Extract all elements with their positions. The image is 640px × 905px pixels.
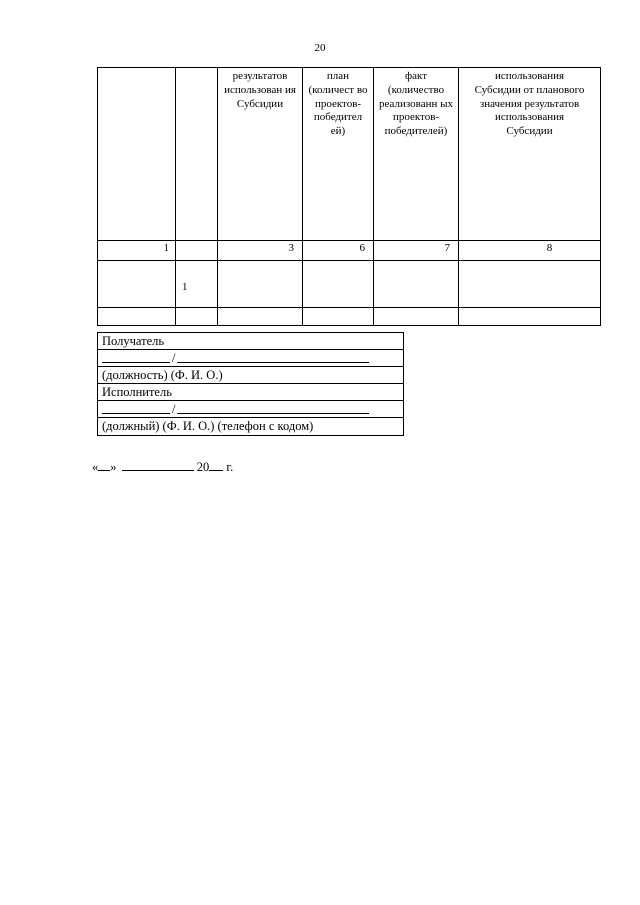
recipient-label: Получатель (98, 333, 403, 350)
table-header-row (98, 68, 601, 241)
header-cell: план (количест во проектов-победител ей) (303, 68, 374, 241)
column-number (176, 241, 218, 261)
table-cell (218, 261, 303, 308)
signature-block (97, 332, 404, 436)
executor-label: Исполнитель (98, 384, 403, 401)
date-line (92, 460, 233, 475)
header-cell: факт (количество реализованн ых проектов-победителей) (374, 68, 459, 241)
recipient-signature-line[interactable] (98, 350, 403, 367)
position-blank (102, 412, 170, 414)
column-number-row (98, 241, 601, 261)
slash: / (172, 401, 176, 416)
header-cell (176, 68, 218, 241)
table-cell (98, 308, 176, 326)
day-blank[interactable] (98, 469, 110, 471)
column-number: 6 (303, 241, 374, 261)
column-number: 1 (98, 241, 176, 261)
slash: / (172, 350, 176, 365)
executor-captions: (должный) (Ф. И. О.) (телефон с кодом) (102, 419, 314, 434)
recipient-captions: (должность) (Ф. И. О.) (98, 367, 403, 384)
column-number: 3 (218, 241, 303, 261)
name-blank (177, 412, 369, 414)
table-cell (459, 261, 601, 308)
table-cell (459, 308, 601, 326)
quote-open: « (92, 460, 99, 474)
header-cell: использования Субсидии от планового значения результатов использования Субсидии (459, 68, 601, 241)
table-cell (98, 261, 176, 308)
table-cell (303, 308, 374, 326)
table-cell (374, 261, 459, 308)
table-cell (218, 308, 303, 326)
table-cell (176, 308, 218, 326)
header-cell (98, 68, 176, 241)
table-cell (303, 261, 374, 308)
table-cell (374, 308, 459, 326)
year-blank[interactable] (209, 469, 223, 471)
executor-signature-line[interactable] (98, 401, 403, 418)
month-blank[interactable] (122, 469, 194, 471)
position-blank (102, 361, 170, 363)
quote-close: » (110, 460, 117, 474)
page-number: 20 (314, 42, 326, 54)
table-cell: 1 (176, 261, 218, 308)
header-cell: результатов использован ия Субсидии (218, 68, 303, 241)
column-number: 8 (459, 241, 601, 261)
year-prefix: 20 (196, 460, 210, 474)
table-row (98, 308, 601, 326)
name-blank (177, 361, 369, 363)
results-table (97, 67, 601, 326)
column-number: 7 (374, 241, 459, 261)
year-suffix: г. (226, 460, 234, 474)
table-row (98, 261, 601, 308)
